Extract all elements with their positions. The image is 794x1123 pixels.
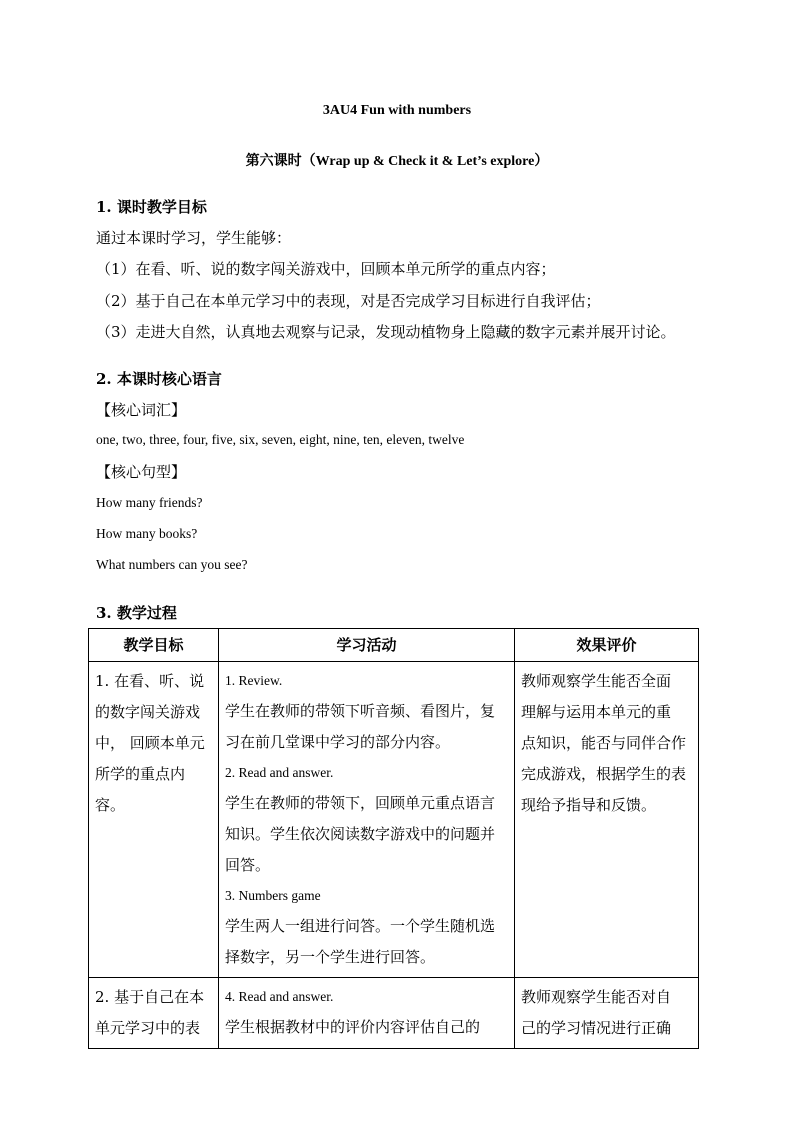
goal-cell xyxy=(89,978,219,1049)
evaluation-cell xyxy=(515,662,699,978)
core-sentence-2: How many books? xyxy=(96,526,198,541)
goal-line: 单元学习中的表 xyxy=(95,1019,201,1037)
activity-title: 4. Read and answer. xyxy=(225,989,334,1004)
activity-cell xyxy=(219,978,515,1049)
evaluation-text: 现给予指导和反馈。 xyxy=(521,796,657,814)
activity-title: 1. Review. xyxy=(225,673,283,688)
core-sentence-3: What numbers can you see? xyxy=(96,557,248,572)
evaluation-text: 己的学习情况进行正确 xyxy=(521,1019,672,1037)
activity-title: 2. Read and answer. xyxy=(225,765,334,780)
lesson-subtitle: 第六课时（Wrap up & Check it & Let’s explore） xyxy=(245,154,549,169)
section2-heading: 2. 本课时核心语言 xyxy=(96,370,222,388)
section1-heading: 1. 课时教学目标 xyxy=(96,198,207,216)
core-vocab: one, two, three, four, five, six, seven, eight, nine, ten, eleven, twelve xyxy=(96,432,465,447)
header-activity: 学习活动 xyxy=(219,629,515,662)
goal-line: 的数字闯关游戏 xyxy=(95,703,201,721)
objective-item-3: （3）走进大自然，认真地去观察与记录，发现动植物身上隐藏的数字元素并展开讨论。 xyxy=(96,323,676,341)
objective-item-2: （2）基于自己在本单元学习中的表现，对是否完成学习目标进行自我评估； xyxy=(96,292,601,310)
header-goal: 教学目标 xyxy=(89,629,219,662)
activity-text: 回答。 xyxy=(225,856,271,874)
header-evaluation: 效果评价 xyxy=(515,629,699,662)
section1-intro: 通过本课时学习，学生能够： xyxy=(96,229,292,247)
core-sentence-label: 【核心句型】 xyxy=(96,463,187,481)
evaluation-text: 完成游戏，根据学生的表 xyxy=(521,765,687,783)
evaluation-text: 理解与运用本单元的重 xyxy=(521,703,672,721)
activity-text: 学生两人一组进行问答。一个学生随机选 xyxy=(225,917,496,935)
table-row xyxy=(89,978,699,1049)
activity-text: 择数字，另一个学生进行回答。 xyxy=(225,948,436,966)
goal-line: 1. 在看、听、说 xyxy=(95,672,205,690)
goal-line: 2. 基于自己在本 xyxy=(95,988,205,1006)
goal-cell xyxy=(89,662,219,978)
evaluation-cell xyxy=(515,978,699,1049)
activity-text: 学生在教师的带领下听音频、看图片，复 xyxy=(225,702,496,720)
table-row xyxy=(89,662,699,978)
teaching-process-table xyxy=(88,628,699,1049)
table-header-row xyxy=(89,629,699,662)
activity-cell xyxy=(219,662,515,978)
objective-item-1: （1）在看、听、说的数字闯关游戏中，回顾本单元所学的重点内容； xyxy=(96,260,556,278)
document-title: 3AU4 Fun with numbers xyxy=(322,103,472,118)
goal-line: 所学的重点内容。 xyxy=(95,765,186,814)
core-vocab-label: 【核心词汇】 xyxy=(96,401,187,419)
section3-heading: 3. 教学过程 xyxy=(96,604,177,622)
activity-title: 3. Numbers game xyxy=(225,888,321,903)
activity-text: 学生在教师的带领下，回顾单元重点语言 xyxy=(225,794,496,812)
goal-line: 中， 回顾本单元 xyxy=(95,734,205,752)
activity-text: 习在前几堂课中学习的部分内容。 xyxy=(225,733,451,751)
activity-text: 知识。学生依次阅读数字游戏中的问题并 xyxy=(225,825,496,843)
evaluation-text: 教师观察学生能否全面 xyxy=(521,672,672,690)
activity-text: 学生根据教材中的评价内容评估自己的 xyxy=(225,1018,481,1036)
evaluation-text: 点知识，能否与同伴合作 xyxy=(521,734,687,752)
evaluation-text: 教师观察学生能否对自 xyxy=(521,988,672,1006)
core-sentence-1: How many friends? xyxy=(96,495,203,510)
